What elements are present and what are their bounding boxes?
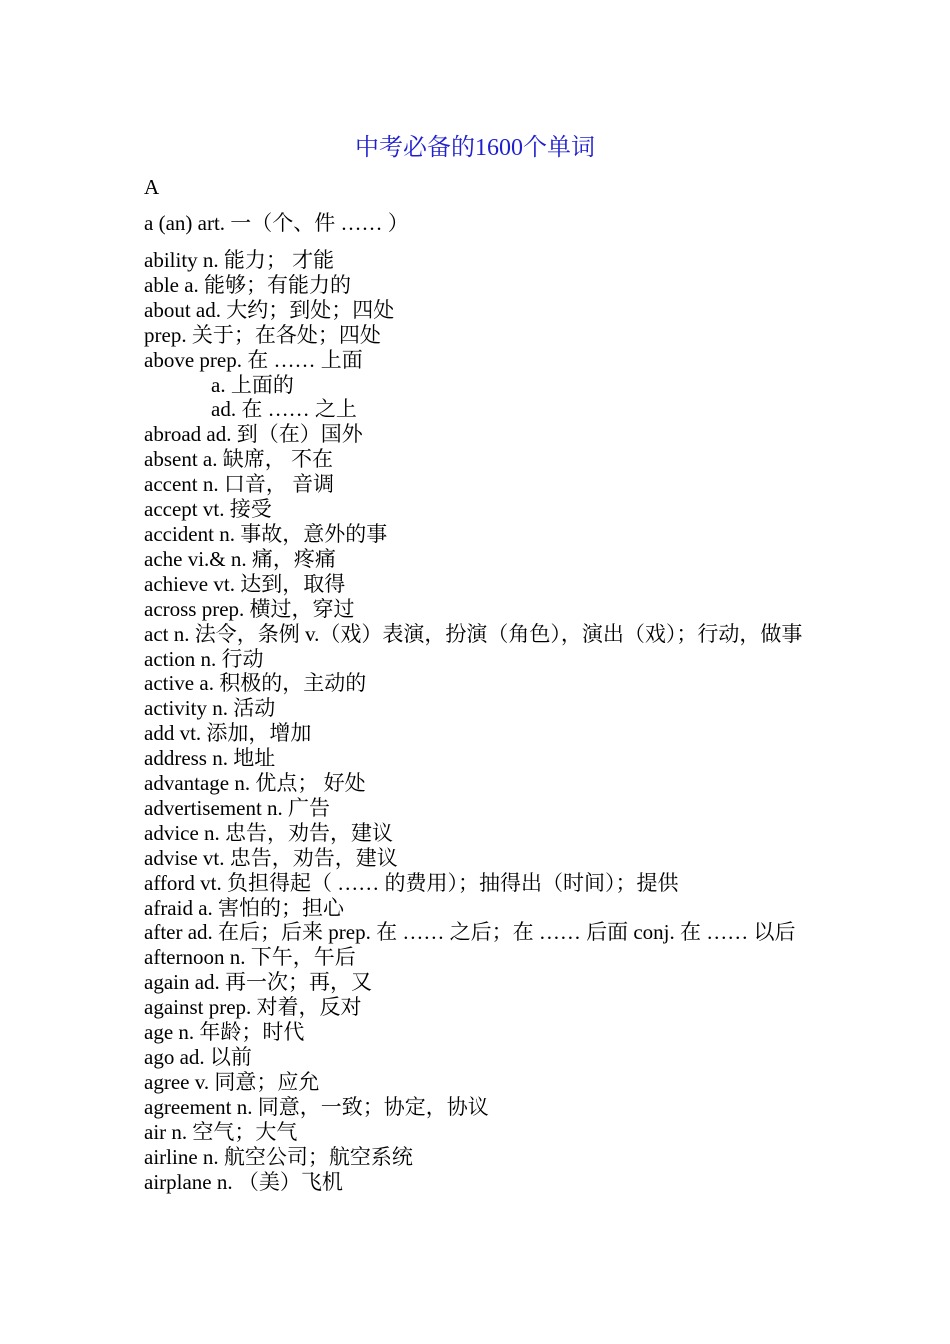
- vocab-entry: agreement n. 同意，一致；协定，协议: [144, 1094, 489, 1119]
- vocab-entry: afraid a. 害怕的；担心: [144, 895, 345, 920]
- section-letter-heading: A: [144, 175, 160, 199]
- vocab-entry: able a. 能够；有能力的: [144, 272, 352, 297]
- vocab-entry: advise vt. 忠告，劝告，建议: [144, 845, 398, 870]
- vocab-entry: advice n. 忠告，劝告，建议: [144, 820, 394, 845]
- vocab-entry: address n. 地址: [144, 746, 276, 771]
- vocab-entry: accident n. 事故，意外的事: [144, 521, 388, 546]
- vocab-entry: accent n. 口音， 音调: [144, 472, 335, 497]
- vocab-entry: add vt. 添加，增加: [144, 721, 312, 746]
- vocab-entry: airline n. 航空公司；航空系统: [144, 1144, 413, 1169]
- vocab-entry: advantage n. 优点； 好处: [144, 771, 366, 796]
- vocab-entry: after ad. 在后；后来 prep. 在 …… 之后；在 …… 后面 conj. 在 …… 以后: [144, 920, 796, 945]
- document-title: 中考必备的1600个单词: [355, 135, 595, 161]
- vocab-entry: across prep. 横过，穿过: [144, 596, 355, 621]
- vocab-entry: above prep. 在 …… 上面: [144, 347, 363, 372]
- vocabulary-list: [144, 248, 824, 1194]
- vocab-entry: age n. 年龄；时代: [144, 1020, 305, 1045]
- vocab-entry: afternoon n. 下午，午后: [144, 945, 356, 970]
- vocab-entry: again ad. 再一次；再，又: [144, 970, 373, 995]
- vocab-entry: absent a. 缺席， 不在: [144, 447, 333, 472]
- vocab-entry: against prep. 对着，反对: [144, 995, 362, 1020]
- vocab-entry: ability n. 能力； 才能: [144, 248, 335, 272]
- vocab-entry: active a. 积极的，主动的: [144, 671, 367, 696]
- vocab-entry: prep. 关于；在各处；四处: [144, 322, 381, 347]
- vocab-entry: abroad ad. 到（在）国外: [144, 422, 363, 447]
- vocab-entry: advertisement n. 广告: [144, 795, 331, 820]
- first-entry: a (an) art. 一（个、件 …… ）: [144, 211, 409, 235]
- vocab-entry: activity n. 活动: [144, 696, 276, 721]
- vocab-entry: achieve vt. 达到，取得: [144, 571, 346, 596]
- vocab-entry: action n. 行动: [144, 646, 264, 671]
- vocab-entry: ache vi.& n. 痛，疼痛: [144, 546, 336, 571]
- vocab-entry: afford vt. 负担得起（ …… 的费用）；抽得出（时间）；提供: [144, 870, 679, 895]
- vocab-entry: accept vt. 接受: [144, 497, 272, 522]
- vocab-entry: about ad. 大约；到处；四处: [144, 297, 395, 322]
- vocab-entry: a. 上面的: [211, 372, 294, 397]
- vocab-entry: air n. 空气；大气: [144, 1119, 298, 1144]
- vocab-entry: agree v. 同意；应允: [144, 1069, 320, 1094]
- vocab-entry: ad. 在 …… 之上: [211, 397, 357, 422]
- vocab-entry: airplane n. （美）飞机: [144, 1169, 343, 1194]
- vocab-entry: act n. 法令，条例 v.（戏）表演，扮演（角色），演出（戏）；行动，做事: [144, 621, 803, 646]
- vocab-entry: ago ad. 以前: [144, 1045, 252, 1069]
